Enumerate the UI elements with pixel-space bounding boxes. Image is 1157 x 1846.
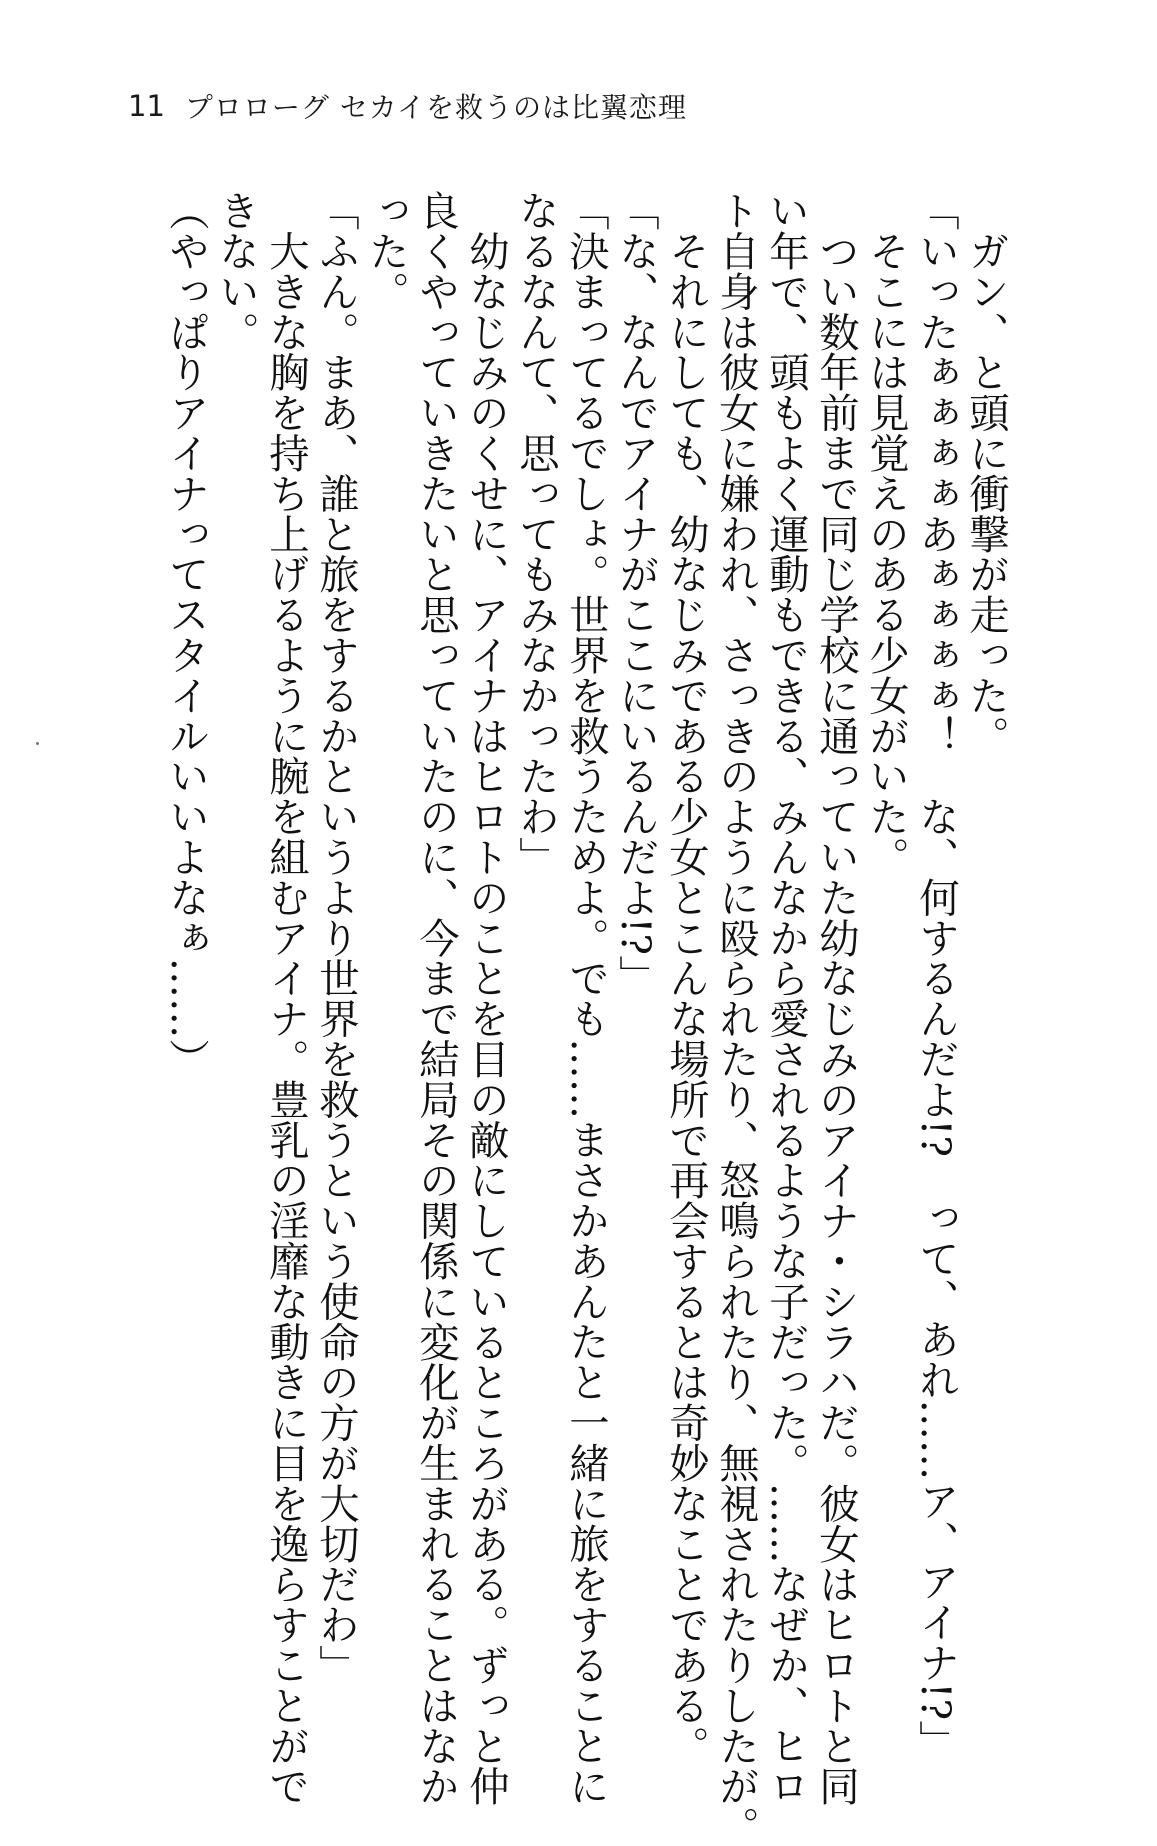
text-line: つい数年前まで同じ学校に通っていた幼なじみのアイナ・シラハだ。彼女はヒロトと同 bbox=[812, 190, 860, 1806]
text-line: 大きな胸を持ち上げるように腕を組むアイナ。豊乳の淫靡な動きに目を逸らすことがで bbox=[262, 190, 310, 1806]
text-line: きない。 bbox=[212, 190, 260, 352]
text-line: そこには見覚えのある少女がいた。 bbox=[862, 190, 910, 877]
text-line: それにしても、幼なじみである少女とこんな場所で再会するとは奇妙なことである。 bbox=[662, 190, 710, 1766]
text-line: 「いったぁぁぁぁあぁぁぁぁ！ な、何するんだよ!? って、あれ……ア、アイナ!?」 bbox=[912, 190, 960, 1761]
text-line: い年で、頭もよく運動もできる、みんなから愛されるような子だった。……なぜか、ヒロ bbox=[762, 190, 810, 1806]
scan-speck bbox=[36, 742, 39, 745]
running-header bbox=[128, 86, 687, 126]
text-line: ト自身は彼女に嫌われ、さっきのように殴られたり、怒鳴られたり、無視されたりしたが。 bbox=[712, 190, 760, 1846]
page-number: 11 bbox=[128, 89, 165, 123]
vertical-body-text bbox=[161, 190, 1011, 1846]
text-line: （やっぱりアイナってスタイルいいよなぁ……） bbox=[162, 190, 210, 1079]
text-line: 幼なじみのくせに、アイナはヒロトのことを目の敵にしているところがある。ずっと仲 bbox=[462, 190, 510, 1806]
text-line: なるなんて、思ってもみなかったわ」 bbox=[512, 190, 560, 877]
text-line: 「ふん。まあ、誰と旅をするかというより世界を救うという使命の方が大切だわ」 bbox=[312, 190, 360, 1685]
text-line: った。 bbox=[362, 190, 410, 312]
chapter-title: プロローグ セカイを救うのは比翼恋理 bbox=[184, 91, 687, 124]
text-line: 「な、なんでアイナがここにいるんだよ!?」 bbox=[612, 190, 660, 996]
text-line: ガン、と頭に衝撃が走った。 bbox=[962, 190, 1010, 756]
text-line: 「決まってるでしょ。世界を救うためよ。でも……まさかあんたと一緒に旅をすることに bbox=[562, 190, 610, 1806]
text-line: 良くやっていきたいと思っていたのに、今まで結局その関係に変化が生まれることはなか bbox=[412, 190, 460, 1806]
